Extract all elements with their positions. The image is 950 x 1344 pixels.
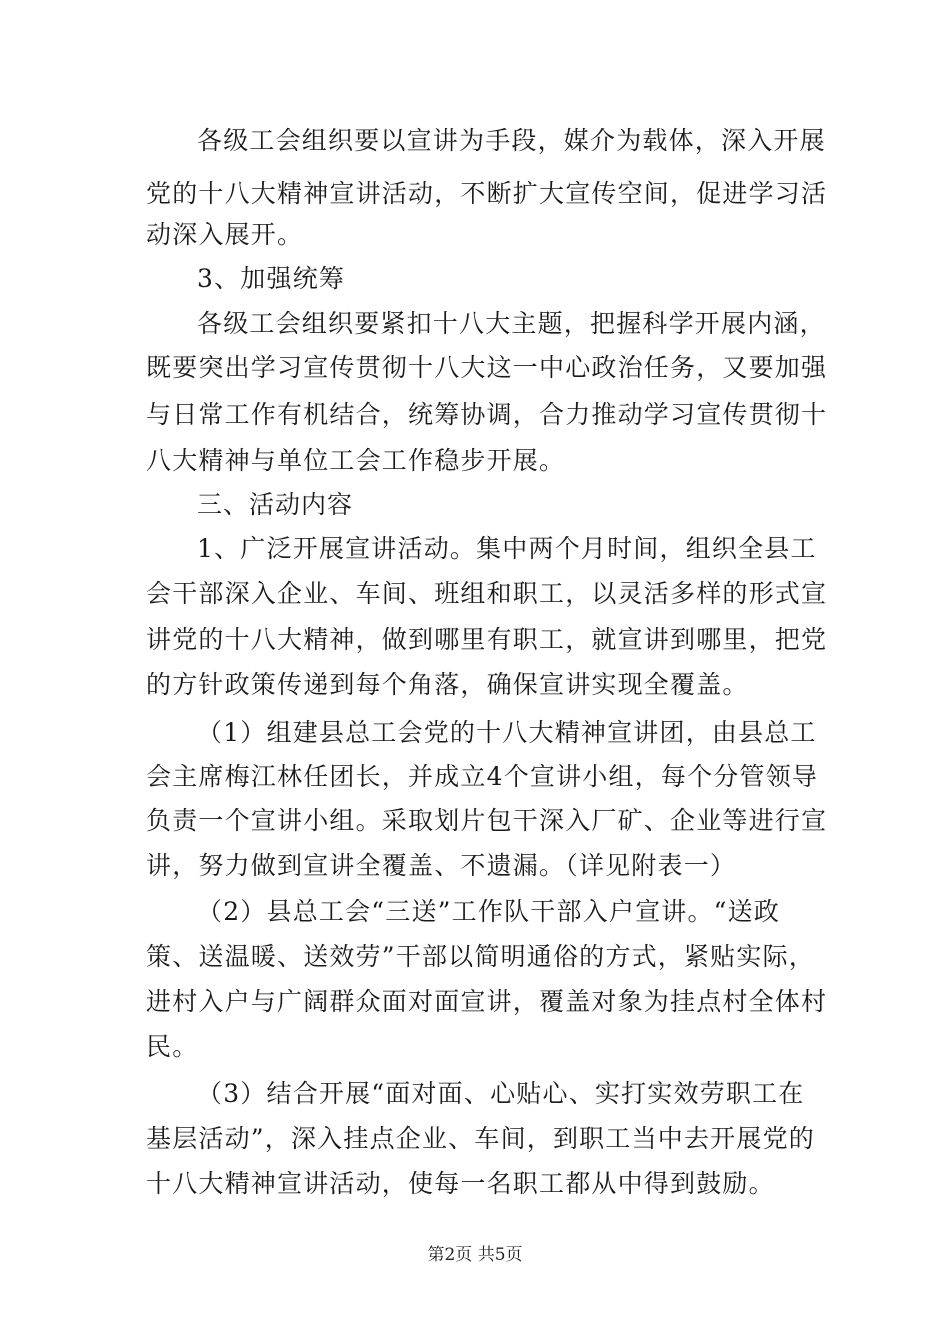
paragraph-line: 进村入户与广阔群众面对面宣讲，覆盖对象为挂点村全体村: [146, 987, 828, 1016]
paragraph-line: 会主席梅江林任团长，并成立4个宣讲小组，每个分管领导: [146, 762, 819, 791]
subsection-heading: 3、加强统筹: [197, 264, 346, 293]
paragraph-line: 基层活动”，深入挂点企业、车间，到职工当中去开展党的: [146, 1124, 815, 1153]
paragraph-line: 十八大精神宣讲活动，使每一名职工都从中得到鼓励。: [146, 1169, 775, 1198]
paragraph-line: 讲，努力做到宣讲全覆盖、不遗漏。（详见附表一）: [146, 851, 737, 880]
paragraph-line: 八大精神与单位工会工作稳步开展。: [146, 446, 566, 475]
paragraph-line: 各级工会组织要以宣讲为手段，媒介为载体，深入开展: [197, 126, 826, 155]
paragraph-line: 策、送温暖、送效劳”干部以简明通俗的方式，紧贴实际，: [146, 942, 815, 971]
page-number-footer: 第2页 共5页: [427, 1245, 523, 1265]
paragraph-line: 的方针政策传递到每个角落，确保宣讲实现全覆盖。: [146, 670, 749, 699]
paragraph-line: （2）县总工会“三送”工作队干部入户宣讲。“送政: [197, 897, 781, 926]
paragraph-line: 会干部深入企业、车间、班组和职工，以灵活多样的形式宣: [146, 579, 828, 608]
paragraph-line: 与日常工作有机结合，统筹协调，合力推动学习宣传贯彻十: [146, 400, 828, 429]
paragraph-line: 负责一个宣讲小组。采取划片包干深入厂矿、企业等进行宣: [146, 806, 828, 835]
paragraph-line: （1）组建县总工会党的十八大精神宣讲团，由县总工: [197, 718, 817, 747]
section-heading: 三、活动内容: [197, 490, 354, 519]
paragraph-line: 讲党的十八大精神，做到哪里有职工，就宣讲到哪里，把党: [146, 625, 828, 654]
paragraph-line: 党的十八大精神宣讲活动，不断扩大宣传空间，促进学习活: [146, 179, 828, 208]
paragraph-line: （3）结合开展“面对面、心贴心、实打实效劳职工在: [197, 1079, 805, 1108]
paragraph-line: 各级工会组织要紧扣十八大主题，把握科学开展内涵，: [197, 309, 826, 338]
paragraph-line: 民。: [146, 1032, 199, 1061]
paragraph-line: 动深入展开。: [146, 220, 304, 249]
paragraph-line: 1、广泛开展宣讲活动。集中两个月时间，组织全县工: [197, 534, 817, 563]
paragraph-line: 既要突出学习宣传贯彻十八大这一中心政治任务，又要加强: [146, 353, 828, 382]
